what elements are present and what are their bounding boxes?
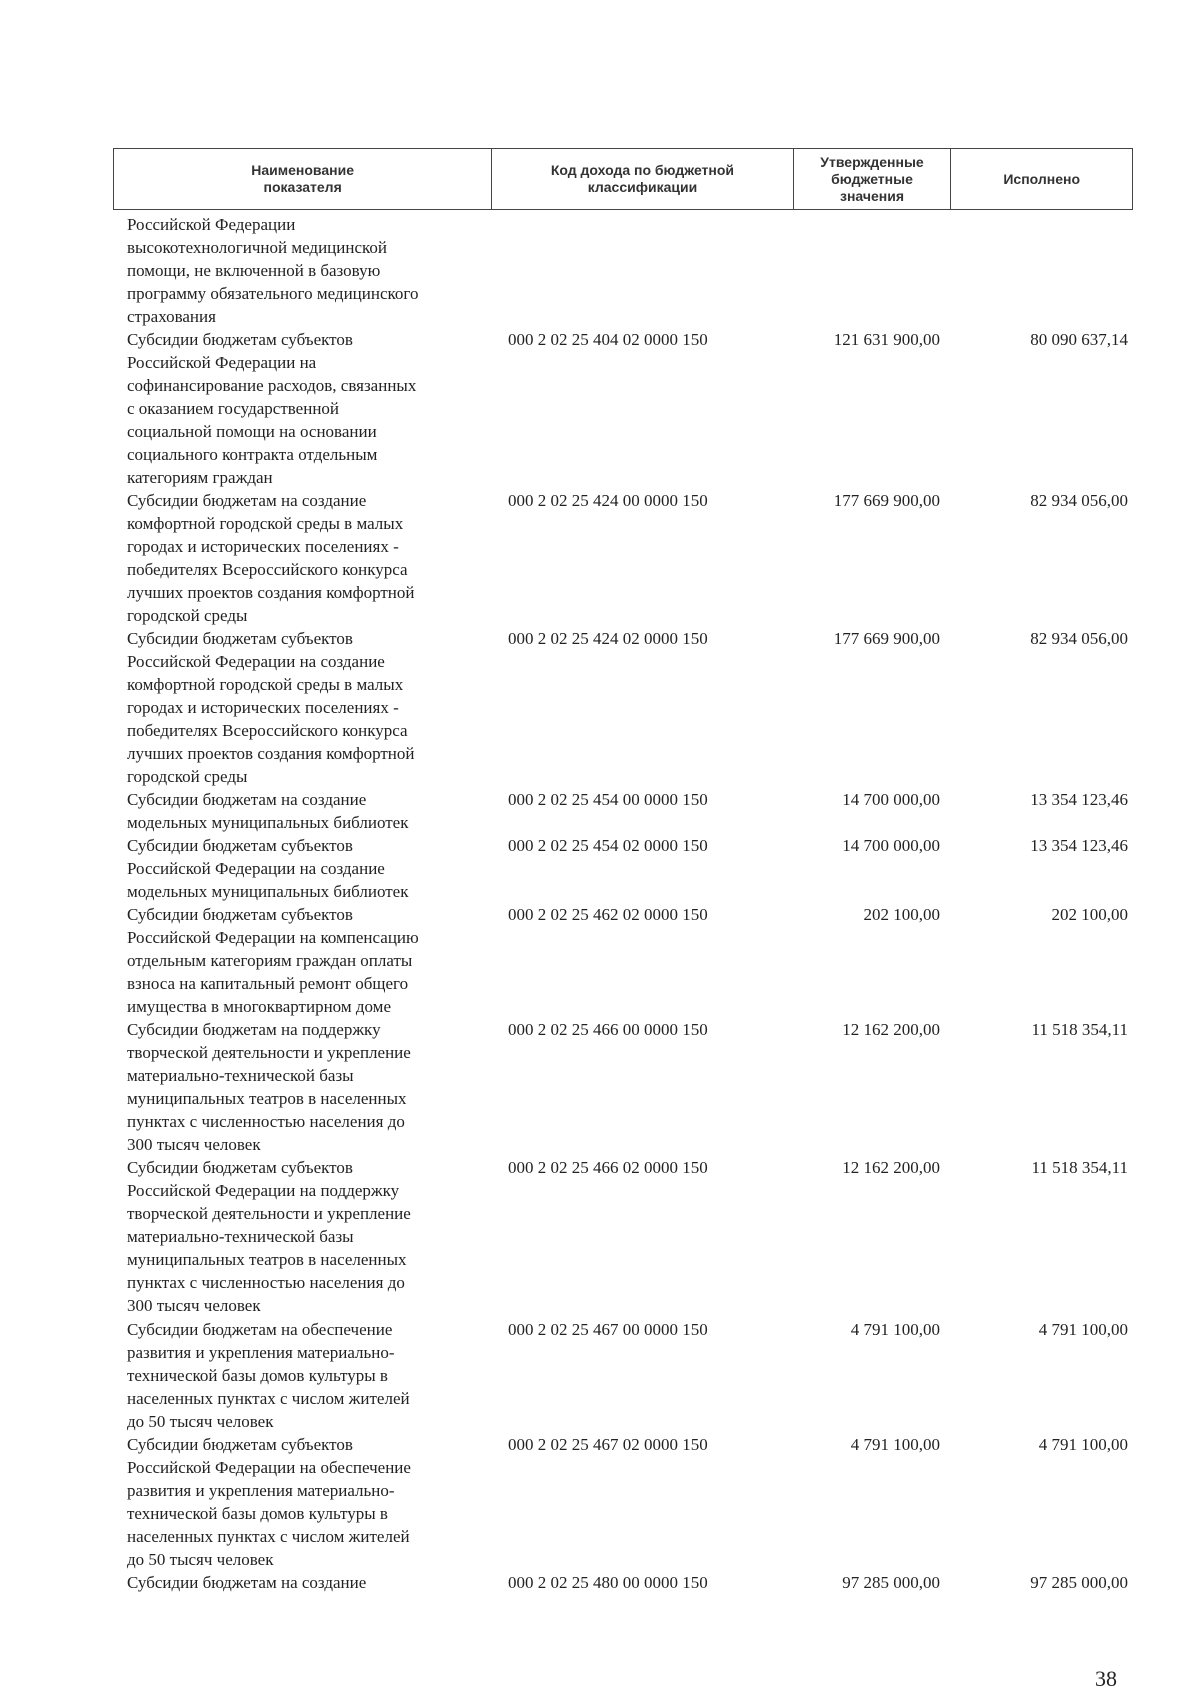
row-name: Субсидии бюджетам субъектов Российской Федерации на софинансирование расходов, связанных с оказанием государственной социальной помощи на основании социального контракта отдельным категориям граждан bbox=[127, 330, 417, 487]
row-approved: 12 162 200,00 bbox=[842, 1020, 940, 1039]
row-name: Субсидии бюджетам субъектов Российской Федерации на компенсацию отдельным категориям граждан оплаты взноса на капитальный ремонт общего имущества в многоквартирном доме bbox=[127, 905, 419, 1016]
row-done: 97 285 000,00 bbox=[1030, 1573, 1128, 1592]
header-approved-text: Утвержденные бюджетные значения bbox=[820, 153, 924, 204]
row-name: Субсидии бюджетам на обеспечение развития и укрепления материально- технической базы домов культуры в населенных пунктах с числом жителей до 50 тысяч человек bbox=[127, 1320, 410, 1431]
row-code: 000 2 02 25 466 00 0000 150 bbox=[508, 1020, 708, 1039]
row-approved: 4 791 100,00 bbox=[850, 1435, 940, 1454]
row-done: 80 090 637,14 bbox=[1030, 330, 1128, 349]
row-name: Субсидии бюджетам на поддержку творческой деятельности и укрепление материально-технической базы муниципальных театров в населенных пунктах с численностью населения до 300 тысяч человек bbox=[127, 1020, 411, 1154]
row-code: 000 2 02 25 466 02 0000 150 bbox=[508, 1158, 708, 1177]
row-approved: 177 669 900,00 bbox=[833, 491, 940, 510]
row-done: 82 934 056,00 bbox=[1030, 491, 1128, 510]
row-name: Субсидии бюджетам субъектов Российской Федерации на обеспечение развития и укрепления материально- технической базы домов культуры в населенных пунктах с числом жителей до 50 тысяч человек bbox=[127, 1435, 411, 1569]
row-code: 000 2 02 25 467 02 0000 150 bbox=[508, 1435, 708, 1454]
row-approved: 14 700 000,00 bbox=[842, 836, 940, 855]
row-code: 000 2 02 25 480 00 0000 150 bbox=[508, 1573, 708, 1592]
header-done-text: Исполнено bbox=[1003, 170, 1081, 187]
row-done: 11 518 354,11 bbox=[1031, 1158, 1128, 1177]
row-approved: 177 669 900,00 bbox=[833, 629, 940, 648]
row-done: 13 354 123,46 bbox=[1030, 790, 1128, 809]
row-done: 13 354 123,46 bbox=[1030, 836, 1128, 855]
row-approved: 97 285 000,00 bbox=[842, 1573, 940, 1592]
row-name: Российской Федерации высокотехнологичной медицинской помощи, не включенной в базовую программу обязательного медицинского страхования bbox=[127, 215, 419, 326]
row-name: Субсидии бюджетам субъектов Российской Федерации на создание модельных муниципальных библиотек bbox=[127, 836, 409, 901]
header-name-text: Наименование показателя bbox=[251, 162, 354, 195]
row-approved: 121 631 900,00 bbox=[833, 330, 940, 349]
row-code: 000 2 02 25 424 00 0000 150 bbox=[508, 491, 708, 510]
row-name: Субсидии бюджетам на создание модельных муниципальных библиотек bbox=[127, 790, 409, 832]
row-done: 4 791 100,00 bbox=[1038, 1320, 1128, 1339]
row-name: Субсидии бюджетам субъектов Российской Федерации на поддержку творческой деятельности и укрепление материально-технической базы муниципальных театров в населенных пунктах с численностью населения до 300 тысяч человек bbox=[127, 1158, 411, 1315]
row-done: 82 934 056,00 bbox=[1030, 629, 1128, 648]
row-code: 000 2 02 25 454 02 0000 150 bbox=[508, 836, 708, 855]
row-code: 000 2 02 25 462 02 0000 150 bbox=[508, 905, 708, 924]
row-code: 000 2 02 25 424 02 0000 150 bbox=[508, 629, 708, 648]
row-done: 4 791 100,00 bbox=[1038, 1435, 1128, 1454]
row-name: Субсидии бюджетам на создание комфортной городской среды в малых городах и исторических поселениях - победителях Всероссийского конкурса лучших проектов создания комфортной городской среды bbox=[127, 491, 415, 625]
header-code-text: Код дохода по бюджетной классификации bbox=[550, 162, 735, 195]
row-code: 000 2 02 25 454 00 0000 150 bbox=[508, 790, 708, 809]
row-name: Субсидии бюджетам субъектов Российской Федерации на создание комфортной городской среды в малых городах и исторических поселениях - победителях Всероссийского конкурса лучших проектов создания комфортной городской среды bbox=[127, 629, 415, 786]
row-approved: 4 791 100,00 bbox=[850, 1320, 940, 1339]
row-name: Субсидии бюджетам на создание bbox=[127, 1573, 367, 1592]
row-approved: 202 100,00 bbox=[863, 905, 940, 924]
row-code: 000 2 02 25 404 02 0000 150 bbox=[508, 330, 708, 349]
row-approved: 12 162 200,00 bbox=[842, 1158, 940, 1177]
row-done: 11 518 354,11 bbox=[1031, 1020, 1128, 1039]
page-number: 38 bbox=[1095, 1666, 1117, 1691]
row-approved: 14 700 000,00 bbox=[842, 790, 940, 809]
row-done: 202 100,00 bbox=[1051, 905, 1128, 924]
row-code: 000 2 02 25 467 00 0000 150 bbox=[508, 1320, 708, 1339]
